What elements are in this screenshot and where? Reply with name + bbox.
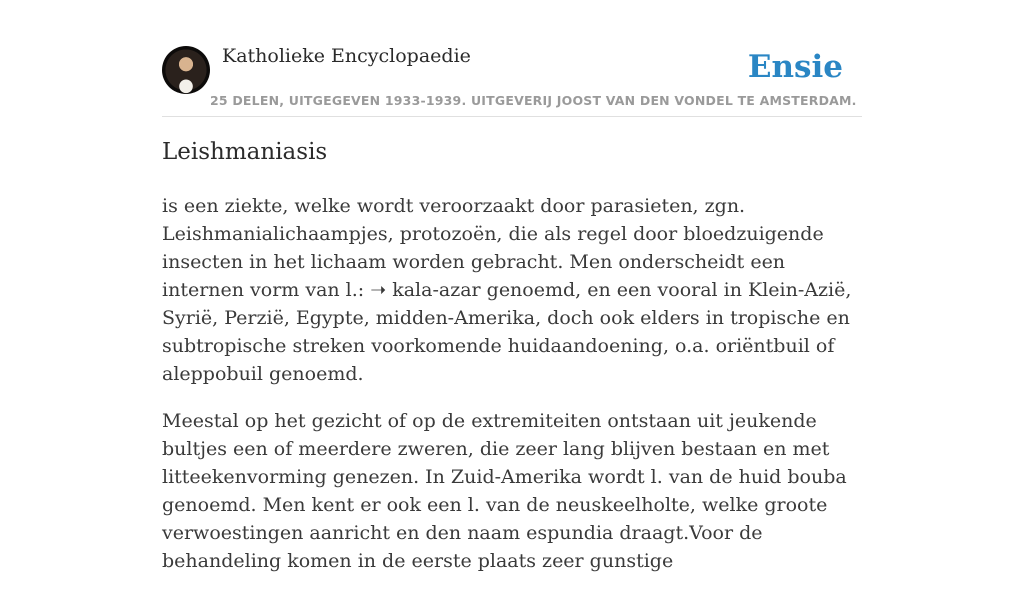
entry-body <box>162 192 867 594</box>
author-portrait-avatar[interactable] <box>162 46 210 94</box>
source-header <box>162 44 862 117</box>
entry-title: Leishmaniasis <box>162 139 328 165</box>
source-subtitle: 25 DELEN, UITGEGEVEN 1933-1939. UITGEVERIJ JOOST VAN DEN VONDEL TE AMSTERDAM. <box>210 93 857 108</box>
paragraph-2: Meestal op het gezicht of op de extremiteiten ontstaan uit jeukende bultjes een of meerdere zweren, die zeer lang blijven bestaan en met litteekenvorming genezen. In Zuid-Amerika wordt l. van de huid bouba genoemd. Men kent er ook een l. van de neuskeelholte, welke groote verwoestingen aanricht en den naam espundia draagt.Voor de behandeling komen in de eerste plaats zeer gunstige <box>162 410 847 572</box>
paragraph-1: is een ziekte, welke wordt veroorzaakt door parasieten, zgn. Leishmanialichaampjes, protozoën, die als regel door bloedzuigende insecten in het lichaam worden gebracht. Men onderscheidt een internen vorm van l.: ➝ kala-azar genoemd, en een vooral in Klein-Azië, Syrië, Perzië, Egypte, midden-Amerika, doch ook elders in tropische en subtropische streken voorkomende huidaandoening, o.a. oriëntbuil of aleppobuil genoemd. <box>162 195 852 385</box>
source-title[interactable]: Katholieke Encyclopaedie <box>222 45 471 67</box>
brand-logo[interactable]: Ensie <box>747 49 843 85</box>
